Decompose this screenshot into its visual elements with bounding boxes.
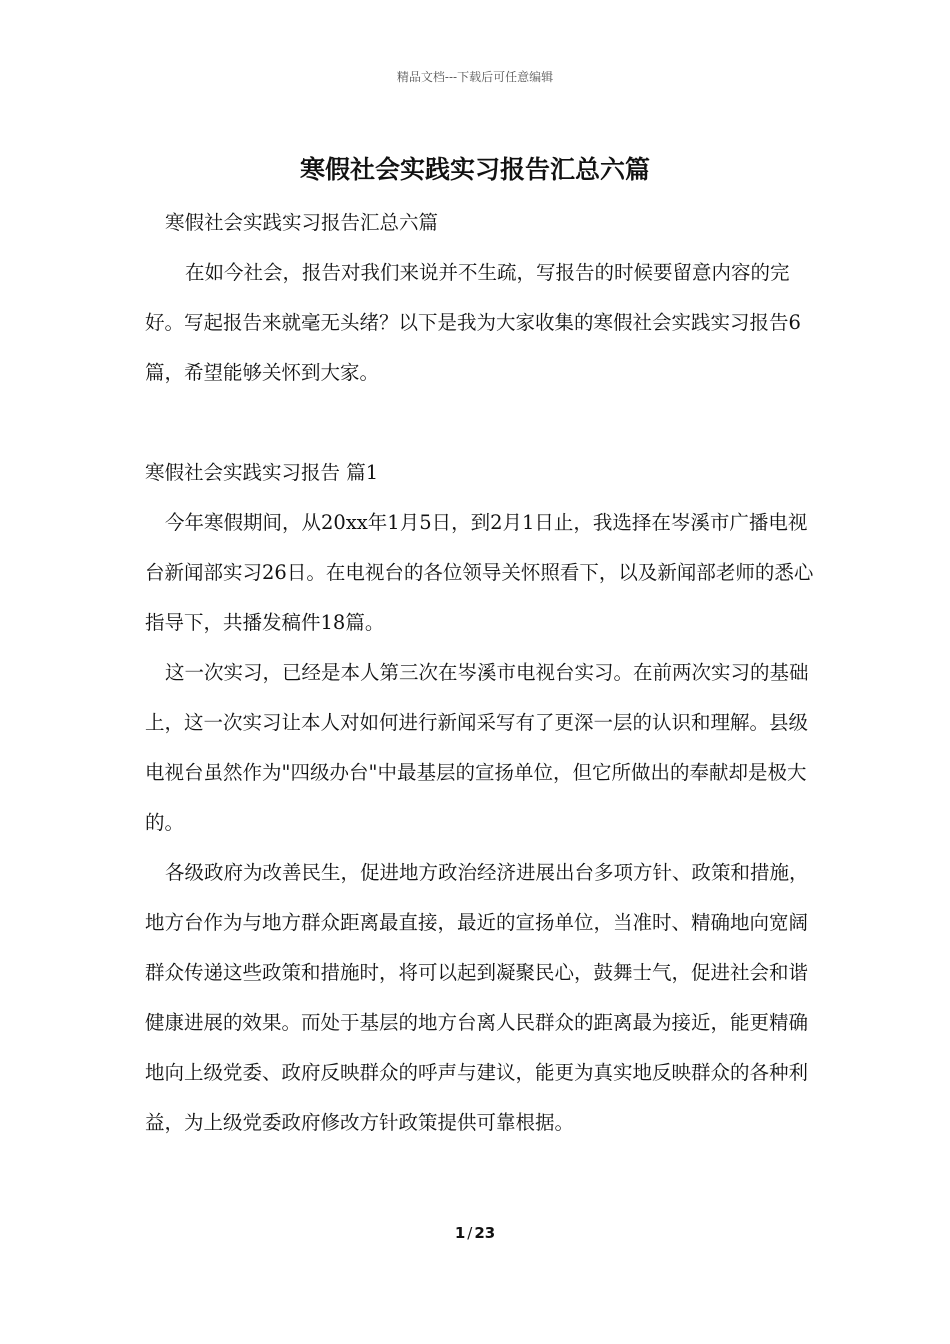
body-paragraph: 今年寒假期间，从20xx年1月5日，到2月1日止，我选择在岑溪市广播电视台新闻部实习26日。在电视台的各位领导关怀照看下，以及新闻部老师的悉心指导下，共播发稿件18篇。	[145, 511, 814, 634]
blank-line	[145, 398, 820, 448]
body-paragraph: 这一次实习，已经是本人第三次在岑溪市电视台实习。在前两次实习的基础上，这一次实习让本人对如何进行新闻采写有了更深一层的认识和理解。县级电视台虽然作为"四级办台"中最基层的宣扬单位，但它所做出的奉献却是极大的。	[145, 661, 809, 834]
page-number	[0, 1224, 950, 1242]
current-page: 1	[454, 1224, 466, 1242]
total-pages: 23	[474, 1224, 496, 1242]
section-heading: 寒假社会实践实习报告 篇1	[145, 461, 379, 484]
document-title: 寒假社会实践实习报告汇总六篇	[299, 155, 650, 184]
page-separator: /	[467, 1224, 473, 1242]
document-subtitle: 寒假社会实践实习报告汇总六篇	[165, 211, 439, 234]
intro-paragraph: 在如今社会，报告对我们来说并不生疏，写报告的时候要留意内容的完好。写起报告来就毫无头绪？以下是我为大家收集的寒假社会实践实习报告6篇，希望能够关怀到大家。	[145, 261, 801, 384]
body-paragraph: 各级政府为改善民生，促进地方政治经济进展出台多项方针、政策和措施，地方台作为与地方群众距离最直接，最近的宣扬单位，当准时、精确地向宽阔群众传递这些政策和措施时，将可以起到凝聚民心，鼓舞士气，促进社会和谐健康进展的效果。而处于基层的地方台离人民群众的距离最为接近，能更精确地向上级党委、政府反映群众的呼声与建议，能更为真实地反映群众的各种利益，为上级党委政府修改方针政策提供可靠根据。	[145, 861, 809, 1134]
header-note: 精品文档---下载后可任意编辑	[396, 70, 554, 84]
document-body	[145, 198, 820, 1148]
